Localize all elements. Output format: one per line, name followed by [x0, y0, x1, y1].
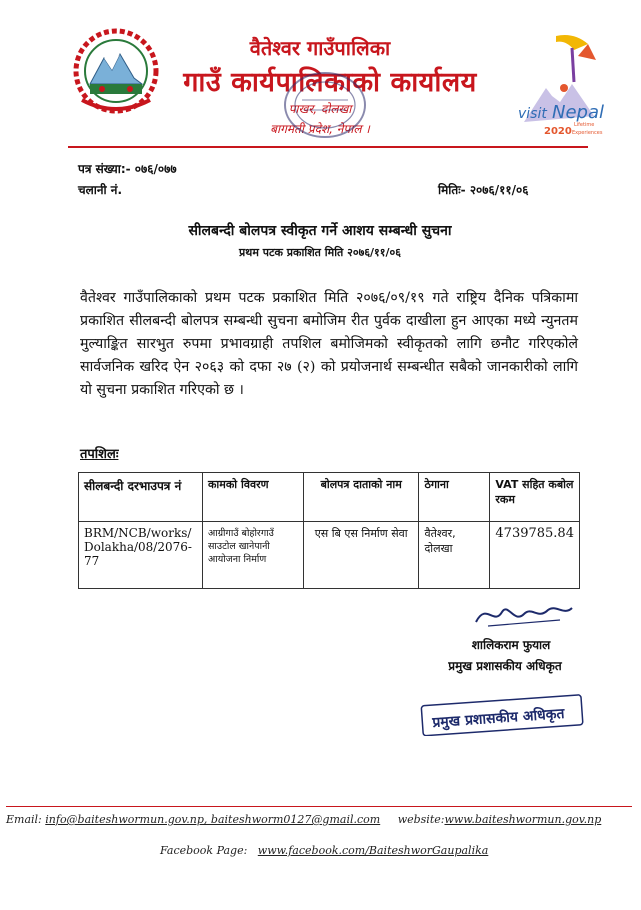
facebook-label: Facebook Page: — [160, 844, 248, 857]
visit-nepal-2020-logo — [516, 30, 612, 140]
svg-text:visit: visit — [518, 106, 547, 122]
award-table — [78, 472, 580, 589]
signature-mark — [468, 598, 578, 630]
office-name: गाउँ कार्यपालिकाको कार्यालय — [183, 67, 477, 98]
cell-bidder: एस बि एस निर्माण सेवा — [303, 522, 419, 589]
svg-text:2020: 2020 — [544, 126, 572, 137]
municipality-name: वैतेश्वर गाउँपालिका — [249, 36, 391, 60]
col-header-work: कामको विवरण — [202, 473, 303, 522]
email-label: Email: — [6, 813, 42, 826]
facebook-link[interactable]: www.facebook.com/BaiteshworGaupalika — [257, 844, 489, 857]
signatory-name: शालिकराम फुयाल — [471, 638, 551, 652]
cell-amount: 4739785.84 — [490, 522, 580, 589]
col-header-address: ठेगाना — [419, 473, 490, 522]
letter-number: पत्र संख्या:- ०७६/०७७ — [78, 162, 177, 176]
cell-address: वैतेश्वर, दोलखा — [419, 522, 490, 589]
website-label: website: — [397, 813, 445, 826]
col-header-amount: VAT सहित कबोल रकम — [490, 473, 580, 522]
notice-subtitle: प्रथम पटक प्रकाशित मिति २०७६/११/०६ — [239, 246, 401, 259]
details-heading: तपशिलः — [80, 447, 119, 462]
col-header-bidder: बोलपत्र दाताको नाम — [303, 473, 419, 522]
designation-stamp — [418, 692, 594, 736]
header-divider — [68, 146, 588, 148]
email-link[interactable]: info@baiteshwormun.gov.np, baiteshworm0127@gmail.com — [45, 813, 381, 826]
office-stamp-icon — [282, 70, 368, 140]
notice-body: वैतेश्वर गाउँपालिकाको प्रथम पटक प्रकाशित मिति २०७६/०९/१९ गते राष्ट्रिय दैनिक पत्रिकामा प्रकाशित सीलबन्दी बोलपत्र सम्बन्धी सुचना बमोजिम रीत पुर्वक दाखीला हुन आएका मध्ये न्युनतम मुल्याङ्कित सारभुत रुपमा प्रभावग्राही तपशिल बमोजिमको स्वीकृतको लागि छनौट गरिएकोले सार्वजनिक खरिद ऐन २०६३ को दफा २७ (२) को प्रयोजनार्थ सम्बन्धीत सबैको जानकारीको लागि यो सुचना प्रकाशित गरिएको छ । — [80, 290, 578, 398]
table-row — [79, 522, 580, 589]
cell-work: आग्रीगाउँ बोहोरगाउँ साउटोल खानेपानी आयोजना निर्माण — [202, 522, 303, 589]
table-header-row — [79, 473, 580, 522]
letter-date: मितिः- २०७६/११/०६ — [438, 183, 529, 197]
svg-text:प्रमुख प्रशासकीय अधिकृत: प्रमुख प्रशासकीय अधिकृत — [431, 705, 565, 732]
office-address: पाखर, दोलखा — [288, 102, 352, 116]
footer-facebook — [160, 844, 560, 857]
footer-divider — [6, 806, 632, 807]
svg-text:Nepal: Nepal — [552, 102, 604, 123]
dispatch-number: चलानी नं. — [78, 183, 123, 197]
notice-subject: सीलबन्दी बोलपत्र स्वीकृत गर्ने आशय सम्बन्धी सुचना — [188, 223, 452, 239]
office-province: बागमती प्रदेश, नेपाल । — [270, 122, 370, 136]
website-link[interactable]: www.baiteshwormun.gov.np — [444, 813, 602, 826]
footer-contact — [6, 813, 636, 826]
col-header-bid-ref: सीलबन्दी दरभाउपत्र नं — [79, 473, 203, 522]
svg-text:Experiences: Experiences — [572, 130, 603, 136]
signatory-title: प्रमुख प्रशासकीय अधिकृत — [448, 659, 562, 673]
cell-bid-ref: BRM/NCB/works/Dolakha/08/2076-77 — [79, 522, 203, 589]
svg-text:Lifetime: Lifetime — [574, 122, 595, 128]
